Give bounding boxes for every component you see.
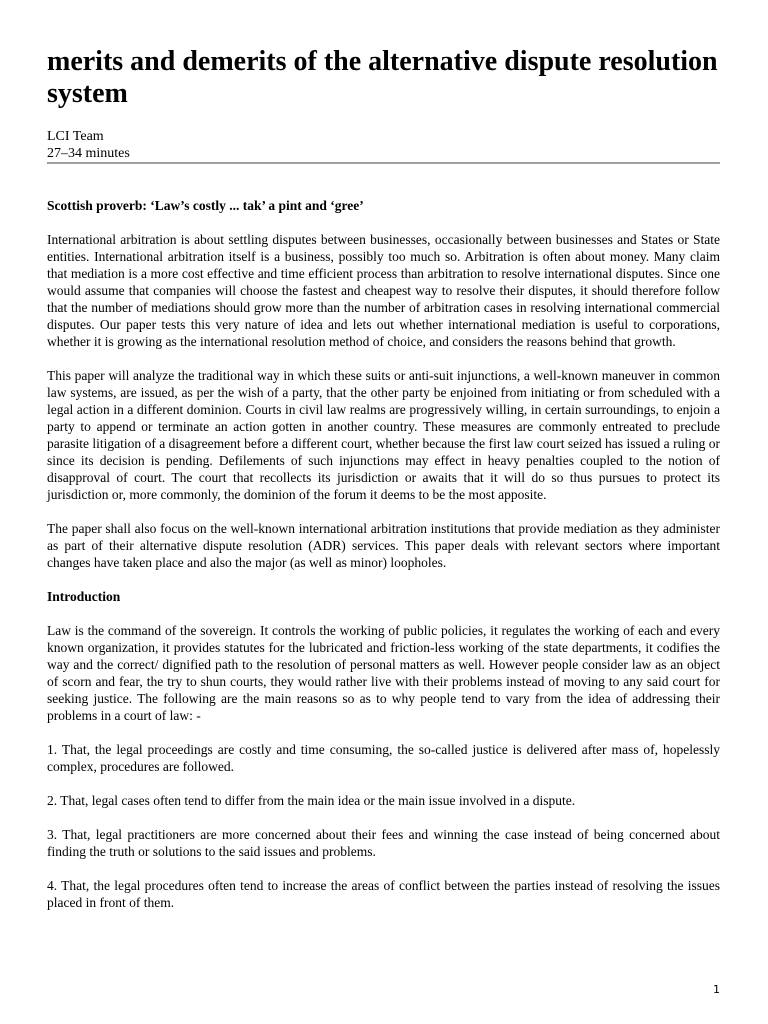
document-page	[47, 46, 720, 911]
intro-paragraph-3: The paper shall also focus on the well-known international arbitration institutions that provide mediation as they administer as part of their alternative dispute resolution (ADR) services. This paper deals with relevant sectors where important changes have taken place and also the major (as well as minor) loopholes.	[47, 521, 720, 570]
read-time: 27–34 minutes	[47, 146, 130, 161]
article-meta	[47, 128, 720, 162]
intro-paragraph-1: International arbitration is about settling disputes between businesses, occasionally between businesses and States or State entities. International arbitration itself is a business, possibly too much so. Arbitration is often about money. Many claim that mediation is a more cost effective and time efficient process than arbitration to resolve international disputes. Since one would assume that companies will choose the fastest and cheapest way to resolve their disputes, it should therefore follow that the number of mediations should grow more than the number of arbitration cases in resolving international commercial disputes. Our paper tests this very nature of idea and lets out whether international mediation is useful to corporations, whether it is growing as the international resolution method of choice, and considers the reasons behind that growth.	[47, 232, 720, 349]
proverb-heading: Scottish proverb: ‘Law’s costly ... tak’ a pint and ‘gree’	[47, 198, 364, 213]
author-name: LCI Team	[47, 129, 104, 144]
intro-paragraph-2: This paper will analyze the traditional way in which these suits or anti-suit injunctions, a well-known maneuver in common law systems, are issued, as per the wish of a party, that the other party be enjoined from initiating or from scheduled with a legal action in a different dominion. Courts in civil law realms are progressively willing, in certain surroundings, to enjoin a party to append or terminate an action gotten in another country. These measures are commonly entreated to preclude parasite litigation of a disagreement before a different court, whether because the first law court seized has issued a ruling or since its decision is pending. Defilements of such injunctions may effect in heavy penalties coupled to the notion of disapproval of court. The court that recollects its jurisdiction or awaits that it will do so thus pursues to protect its jurisdiction or, more commonly, the dominion of the forum it deems to be the most apposite.	[47, 368, 720, 502]
reason-item-1: 1. That, the legal proceedings are costly and time consuming, the so-called justice is delivered after mass of, hopelessly complex, procedures are followed.	[47, 742, 720, 774]
reason-item-3: 3. That, legal practitioners are more concerned about their fees and winning the case instead of being concerned about finding the truth or solutions to the said issues and problems.	[47, 827, 720, 859]
article-title: merits and demerits of the alternative dispute resolution system	[47, 46, 718, 109]
introduction-paragraph: Law is the command of the sovereign. It controls the working of public policies, it regulates the working of each and every known organization, it provides statutes for the lubricated and friction-less working of the state departments, it codifies the way and the correct/ dignified path to the resolution of personal matters as well. However people consider law as an object of scorn and fear, the try to shun courts, they would rather live with their problems instead of moving to any said court for seeking justice. The following are the main reasons so as to why people tend to vary from the idea of addressing their problems in a court of law: -	[47, 623, 720, 723]
introduction-heading: Introduction	[47, 589, 121, 604]
reason-item-4: 4. That, the legal procedures often tend to increase the areas of conflict between the parties instead of resolving the issues placed in front of them.	[47, 878, 720, 910]
header-divider	[47, 162, 720, 164]
reason-item-2: 2. That, legal cases often tend to differ from the main idea or the main issue involved in a dispute.	[47, 793, 576, 808]
page-number: 1	[713, 983, 720, 996]
